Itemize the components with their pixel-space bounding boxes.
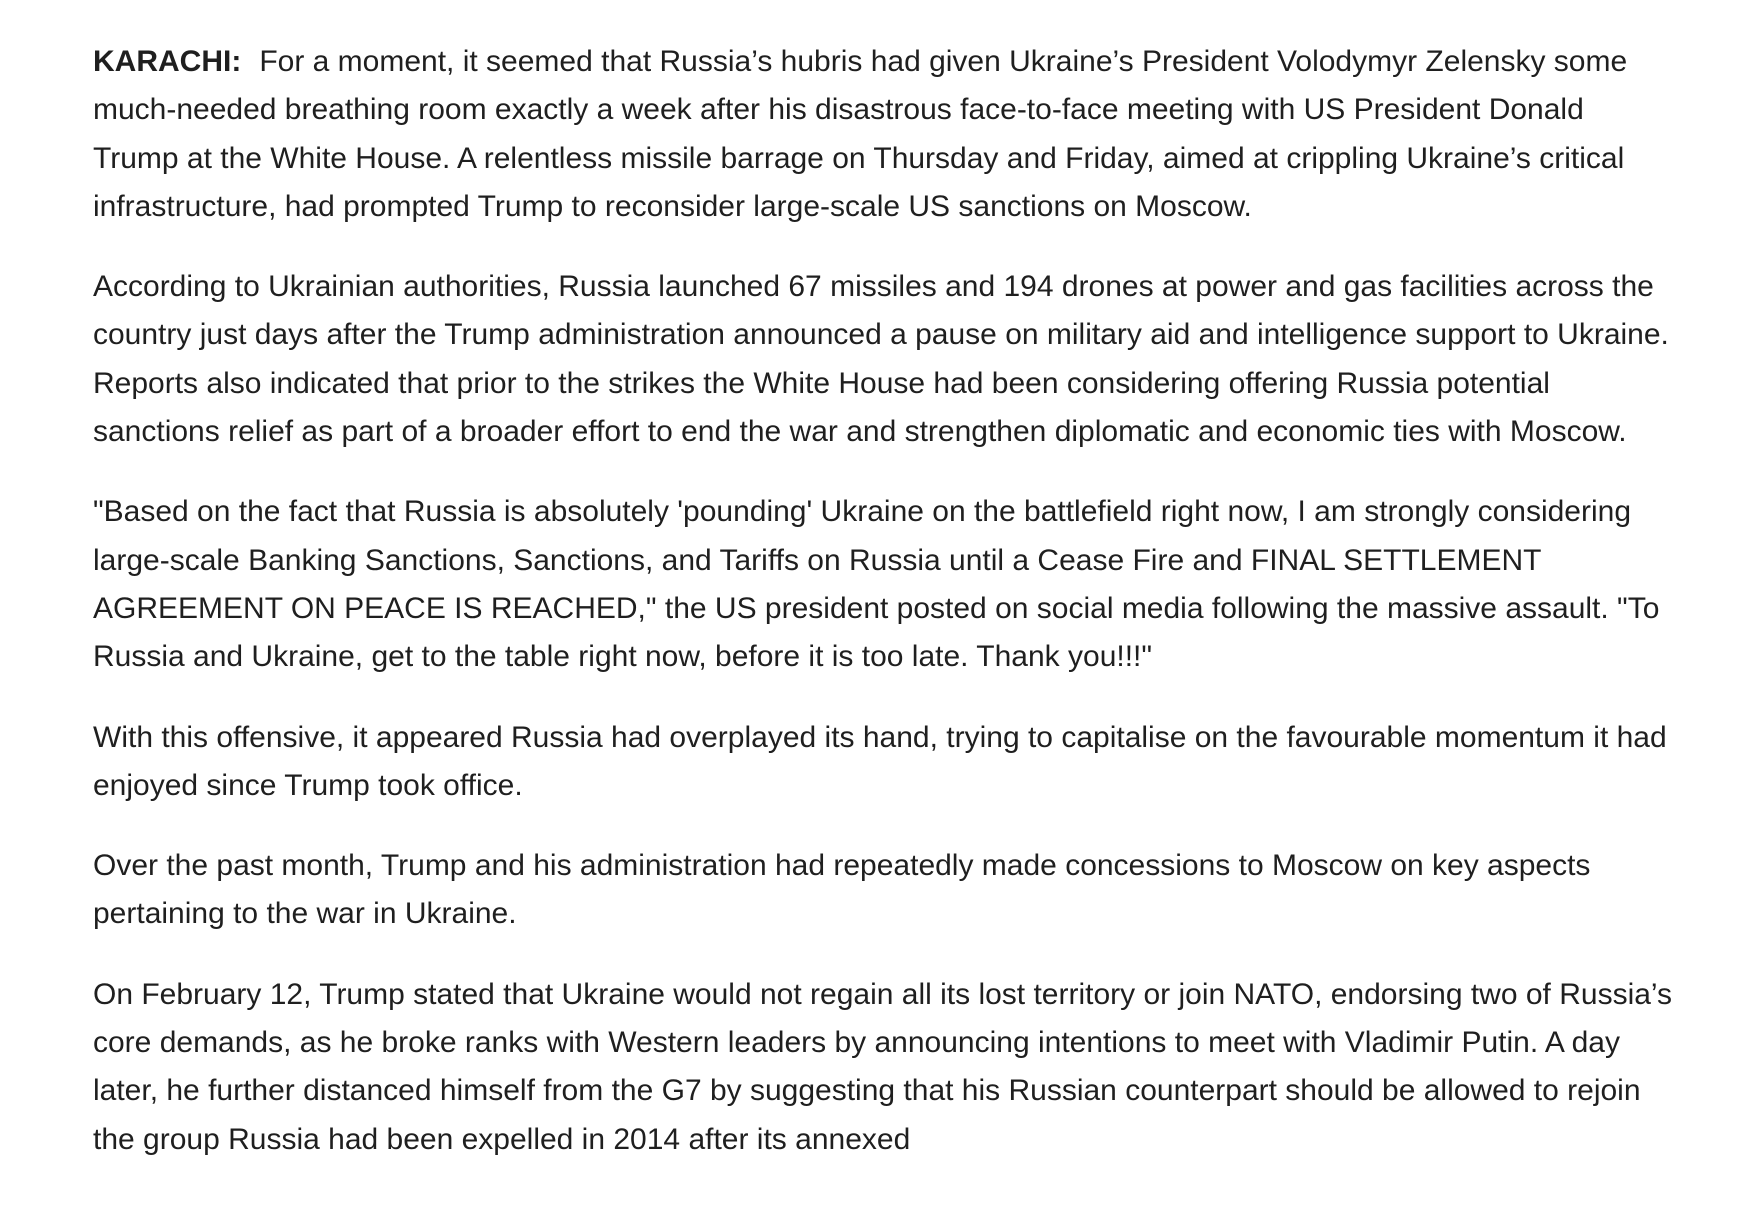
paragraph-3: "Based on the fact that Russia is absolutely 'pounding' Ukraine on the battlefield right now, I am strongly considering large-scale Banking Sanctions, Sanctions, and Tariffs on Russia until a Cease Fire and FINAL SETTLEMENT AGREEMENT ON PEACE IS REACHED," the US president posted on social media following the massive assault. "To Russia and Ukraine, get to the table right now, before it is too late. Thank you!!!" bbox=[93, 495, 1660, 674]
paragraph-2: According to Ukrainian authorities, Russia launched 67 missiles and 194 drones at power and gas facilities across the country just days after the Trump administration announced a pause on military aid and intelligence support to Ukraine. Reports also indicated that prior to the strikes the White House had been considering offering Russia potential sanctions relief as part of a broader effort to end the war and strengthen diplomatic and economic ties with Moscow. bbox=[93, 270, 1669, 449]
paragraph-4: With this offensive, it appeared Russia had overplayed its hand, trying to capitalise on the favourable momentum it had enjoyed since Trump took office. bbox=[93, 720, 1667, 802]
article-body bbox=[93, 38, 1673, 1196]
paragraph-5: Over the past month, Trump and his administration had repeatedly made concessions to Moscow on key aspects pertaining to the war in Ukraine. bbox=[93, 849, 1591, 931]
paragraph-1 bbox=[93, 38, 1673, 231]
paragraph-1-text: For a moment, it seemed that Russia’s hubris had given Ukraine’s President Volodymyr Zelensky some much-needed breathing room exactly a week after his disastrous face-to-face meeting with US President Donald Trump at the White House. A relentless missile barrage on Thursday and Friday, aimed at crippling Ukraine’s critical infrastructure, had prompted Trump to reconsider large-scale US sanctions on Moscow. bbox=[93, 45, 1628, 223]
dateline: KARACHI: bbox=[93, 45, 242, 78]
paragraph-6: On February 12, Trump stated that Ukraine would not regain all its lost territory or join NATO, endorsing two of Russia’s core demands, as he broke ranks with Western leaders by announcing intentions to meet with Vladimir Putin. A day later, he further distanced himself from the G7 by suggesting that his Russian counterpart should be allowed to rejoin the group Russia had been expelled in 2014 after its annexed bbox=[93, 977, 1673, 1156]
